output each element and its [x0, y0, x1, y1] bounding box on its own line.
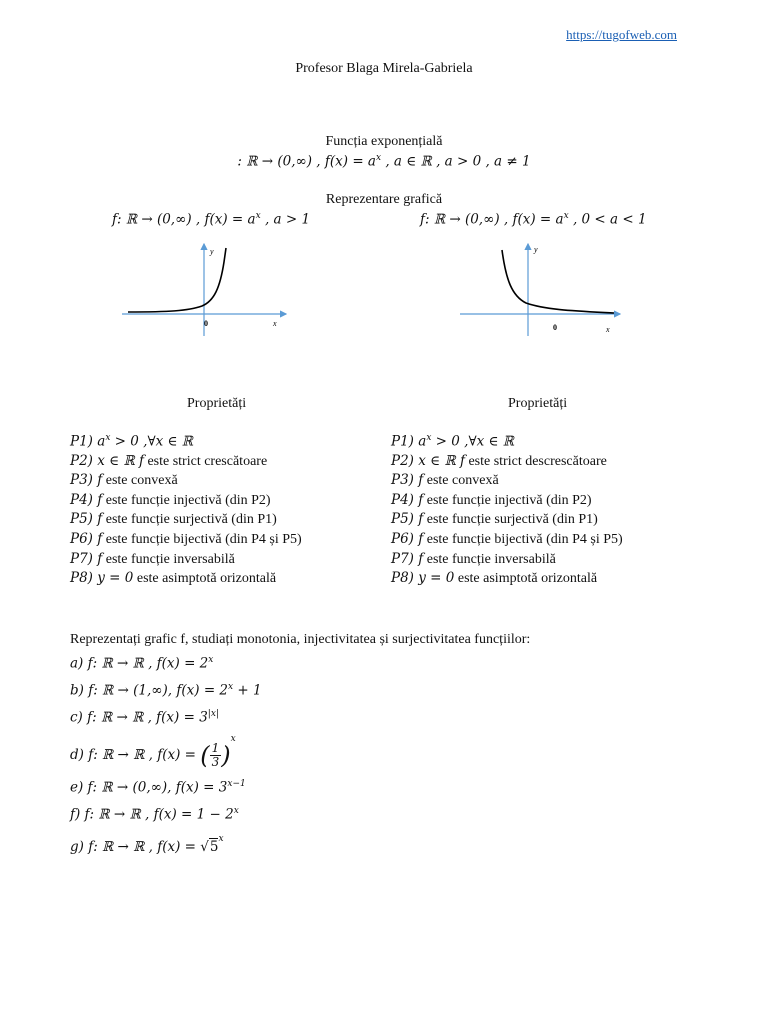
exercise-g: g) f: ℝ → ℝ , $f(x) = √5^x$	[70, 834, 224, 855]
list-item: P7) f este funcție inversabilă	[70, 550, 235, 567]
title-formula: : ℝ → (0,∞) , $f(x) = a^x$ , a ∈ ℝ , a > 0 , a ≠ 1	[237, 153, 531, 170]
y-axis-label: y	[534, 245, 538, 254]
list-item: P1) $a^x > 0$ ,∀x ∈ ℝ	[391, 433, 515, 450]
page-title: Funcția exponențială	[325, 134, 443, 149]
author-name: Profesor Blaga Mirela-Gabriela	[295, 61, 473, 76]
y-axis-label: y	[210, 247, 214, 256]
graph-section-title: Reprezentare grafică	[325, 192, 443, 207]
origin-label: 0	[204, 319, 208, 328]
left-formula: f: ℝ → (0,∞) , $f(x) = a^x$ , a > 1	[112, 211, 311, 228]
list-item: P4) f este funcție injectivă (din P2)	[391, 491, 592, 508]
x-axis-label: x	[273, 319, 277, 328]
list-item: P3) f este convexă	[70, 472, 178, 489]
origin-label: 0	[553, 323, 557, 332]
exercise-intro: Reprezentați grafic f, studiați monotonia, injectivitatea și surjectivitatea funcțiilor:	[70, 632, 531, 647]
left-properties-title: Proprietăți	[187, 396, 247, 411]
list-item: P4) f este funcție injectivă (din P2)	[70, 491, 271, 508]
list-item: P5) f este funcție surjectivă (din P1)	[391, 511, 598, 528]
list-item: P5) f este funcție surjectivă (din P1)	[70, 511, 277, 528]
list-item: P6) f este funcție bijectivă (din P4 și P5)	[70, 530, 302, 547]
list-item: P8) y = 0 este asimptotă orizontală	[70, 570, 277, 587]
list-item: P7) f este funcție inversabilă	[391, 550, 556, 567]
left-properties-list	[70, 433, 302, 590]
list-item: P2) x ∈ ℝ f este strict crescătoare	[70, 452, 268, 469]
exercise-f: f) f: ℝ → ℝ , $f(x) = 1 - 2^x$	[70, 806, 239, 823]
exercise-b: b) f: ℝ → (1,∞), $f(x) = 2^x + 1$	[70, 682, 262, 699]
x-axis-label: x	[606, 325, 610, 334]
increasing-exponential-graph	[118, 240, 298, 340]
list-item: P2) x ∈ ℝ f este strict descrescătoare	[391, 452, 607, 469]
exercise-e: e) f: ℝ → (0,∞), $f(x) = 3^{x-1}$	[70, 779, 246, 796]
exponential-curve	[128, 248, 226, 312]
right-formula: f: ℝ → (0,∞) , $f(x) = a^x$ , 0 < a < 1	[420, 211, 647, 228]
decreasing-exponential-graph	[456, 240, 636, 340]
exercise-c: c) f: ℝ → ℝ , $f(x) = 3^{|x|}$	[70, 709, 219, 726]
right-properties-list	[391, 433, 623, 590]
list-item: P1) $a^x > 0$ ,∀x ∈ ℝ	[70, 433, 194, 450]
right-properties-title: Proprietăți	[508, 396, 568, 411]
exponential-curve	[502, 250, 614, 313]
list-item: P3) f este convexă	[391, 472, 499, 489]
exercise-a: a) f: ℝ → ℝ , $f(x) = 2^x$	[70, 655, 214, 672]
source-link[interactable]: https://tugofweb.com	[566, 27, 677, 42]
list-item: P6) f este funcție bijectivă (din P4 și P5)	[391, 530, 623, 547]
list-item: P8) y = 0 este asimptotă orizontală	[391, 570, 598, 587]
exercise-d: d) f: ℝ → ℝ , f(x) = ( $\frac{1}{3}$ )$^x$	[70, 734, 236, 770]
